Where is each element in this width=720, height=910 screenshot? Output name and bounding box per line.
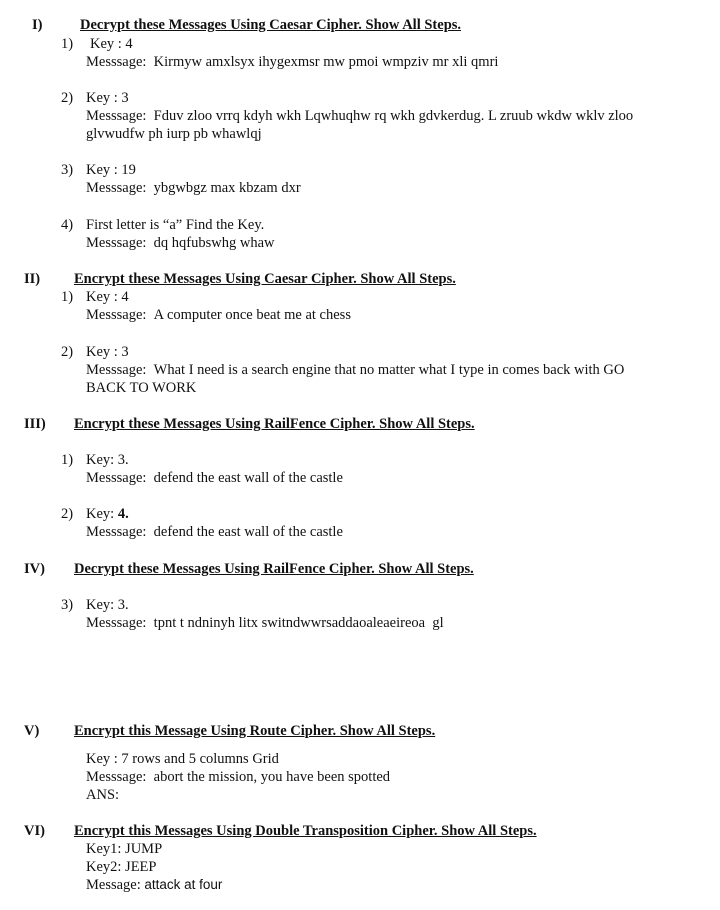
answer-label: ANS:: [86, 787, 120, 803]
message-text: abort the mission, you have been spotted: [153, 769, 391, 785]
section-number: I): [32, 17, 43, 33]
item-number: 3): [61, 597, 74, 613]
section-number: IV): [24, 561, 45, 577]
message-text: Kirmyw amxlsyx ihygexmsr mw pmoi wmpziv mr xli qmri: [153, 54, 499, 70]
message-label: Messsage:: [86, 180, 147, 196]
message-label: Message:: [86, 877, 141, 893]
section-heading: Encrypt these Messages Using RailFence Cipher. Show All Steps.: [74, 416, 475, 432]
item-number: 4): [61, 217, 74, 233]
item-number: 1): [61, 452, 74, 468]
item-key: Key: 3.: [86, 452, 129, 468]
double-key-2: Key2: JEEP: [86, 859, 157, 875]
item-message: [86, 361, 624, 379]
message-label: Messsage:: [86, 524, 147, 540]
section-number: VI): [24, 823, 45, 839]
item-message: [86, 614, 444, 632]
message-continuation: BACK TO WORK: [86, 380, 197, 396]
message-label: Messsage:: [86, 54, 147, 70]
section-heading: Encrypt this Message Using Route Cipher. Show All Steps.: [74, 723, 436, 739]
item-key: Key : 3: [86, 344, 129, 360]
item-number: 2): [61, 506, 74, 522]
message-continuation: glvwudfw ph iurp pb whawlqj: [86, 126, 262, 142]
message-label: Messsage:: [86, 108, 147, 124]
item-key: Key : 19: [86, 162, 136, 178]
section-number: III): [24, 416, 46, 432]
item-number: 2): [61, 344, 74, 360]
item-number: 1): [61, 289, 74, 305]
message-text: ybgwbgz max kbzam dxr: [153, 180, 301, 196]
item-message: [86, 234, 275, 252]
item-key: Key : 4: [86, 289, 129, 305]
key-prefix: Key:: [86, 506, 118, 522]
message-label: Messsage:: [86, 235, 147, 251]
message-label: Messsage:: [86, 615, 147, 631]
item-message: [86, 306, 351, 324]
section-number: II): [24, 271, 41, 287]
message-text: tpnt t ndninyh litx switndwwrsaddaoaleaeireoa gl: [153, 615, 444, 631]
section-number: V): [24, 723, 40, 739]
item-key: Key: 3.: [86, 597, 129, 613]
message-text: Fduv zloo vrrq kdyh wkh Lqwhuqhw rq wkh gdvkerdug. L zruub wkdw wklv zloo: [153, 108, 634, 124]
item-key: [86, 505, 129, 523]
double-message: [86, 876, 222, 894]
message-text: A computer once beat me at chess: [153, 307, 351, 323]
section-heading: Decrypt these Messages Using Caesar Cipher. Show All Steps.: [80, 17, 462, 33]
message-text: defend the east wall of the castle: [153, 470, 343, 486]
item-number: 3): [61, 162, 74, 178]
item-number: 2): [61, 90, 74, 106]
item-key: First letter is “a” Find the Key.: [86, 217, 265, 233]
section-heading: Decrypt these Messages Using RailFence Cipher. Show All Steps.: [74, 561, 474, 577]
section-heading: Encrypt this Messages Using Double Transposition Cipher. Show All Steps.: [74, 823, 537, 839]
route-key: Key : 7 rows and 5 columns Grid: [86, 751, 279, 767]
item-message: [86, 469, 343, 487]
route-message: [86, 768, 390, 786]
message-label: Messsage:: [86, 470, 147, 486]
message-label: Messsage:: [86, 769, 147, 785]
message-label: Messsage:: [86, 307, 147, 323]
item-message: [86, 179, 301, 197]
key-value: 4.: [117, 506, 129, 522]
item-message: [86, 107, 633, 125]
item-key: Key : 4: [90, 36, 133, 52]
message-text: dq hqfubswhg whaw: [153, 235, 275, 251]
message-text: What I need is a search engine that no matter what I type in comes back with GO: [153, 362, 625, 378]
double-key-1: Key1: JUMP: [86, 841, 163, 857]
message-label: Messsage:: [86, 362, 147, 378]
item-message: [86, 523, 343, 541]
message-text: attack at four: [144, 877, 223, 892]
item-message: [86, 53, 498, 71]
section-heading: Encrypt these Messages Using Caesar Cipher. Show All Steps.: [74, 271, 456, 287]
message-text: defend the east wall of the castle: [153, 524, 343, 540]
item-number: 1): [61, 36, 74, 52]
item-key: Key : 3: [86, 90, 129, 106]
